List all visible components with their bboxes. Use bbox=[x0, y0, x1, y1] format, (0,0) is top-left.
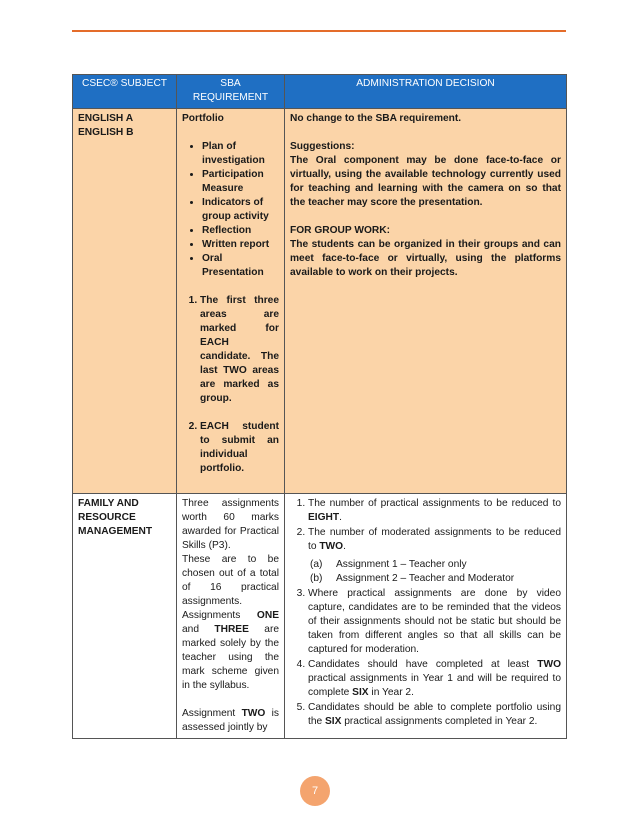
frm-d2-sub-list bbox=[308, 558, 561, 586]
list-item: • Written report bbox=[202, 238, 279, 252]
frm-sba-p2: These are to be chosen out of a total of 16 practical assignments. bbox=[182, 554, 279, 607]
list-item: • Reflection bbox=[202, 224, 279, 238]
frm-d5-c: practical assignments completed in Year 2. bbox=[341, 716, 538, 727]
frm-d4-a: Candidates should have completed at least bbox=[308, 659, 538, 670]
frm-d5-a: Candidates should be able to complete portfolio using the bbox=[308, 702, 561, 727]
header-row bbox=[73, 75, 567, 109]
decision-no-change: No change to the SBA requirement. bbox=[290, 113, 462, 124]
frm-d1-c: . bbox=[339, 512, 342, 523]
frm-d1-b: EIGHT bbox=[308, 512, 340, 523]
top-rule bbox=[72, 30, 566, 32]
header-subject: CSEC® SUBJECT bbox=[73, 75, 177, 109]
frm-d4-c: practical assignments in Year 1 and will be required to complete bbox=[308, 673, 561, 698]
list-item: 2. EACH student to submit an individual portfolio. bbox=[200, 420, 279, 476]
header-decision: ADMINISTRATION DECISION bbox=[285, 75, 567, 109]
sub-text: Assignment 1 – Teacher only bbox=[336, 559, 467, 570]
frm-sba-p4 bbox=[182, 707, 279, 735]
frm-sba-p3 bbox=[182, 609, 279, 693]
sba-cell-english bbox=[177, 109, 285, 494]
list-item bbox=[308, 497, 561, 525]
decision-group-text: The students can be organized in their groups and can meet face-to-face or virtually, using the platforms available to work on their projects. bbox=[290, 239, 561, 278]
subject-english-a: ENGLISH A bbox=[78, 113, 134, 124]
frm-d2-b: TWO bbox=[319, 541, 344, 552]
list-item: 1. The first three areas are marked for EACH candidate. The last TWO areas are marked as group. bbox=[200, 294, 279, 406]
sba-cell-frm bbox=[177, 494, 285, 739]
frm-sba-p3-a: Assignments bbox=[182, 610, 257, 621]
frm-d1-a: The number of practical assignments to be reduced to bbox=[308, 498, 561, 509]
frm-d4-d: SIX bbox=[352, 687, 369, 698]
frm-d4-e: in Year 2. bbox=[368, 687, 414, 698]
frm-d5-b: SIX bbox=[325, 716, 342, 727]
frm-sba-p3-e: are marked solely by the teacher using the mark scheme given in the syllabus. bbox=[182, 624, 279, 691]
frm-sba-p3-b: ONE bbox=[256, 610, 279, 621]
list-item bbox=[310, 558, 561, 572]
frm-d4-b: TWO bbox=[537, 659, 561, 670]
list-item bbox=[308, 658, 561, 700]
frm-d2-c: . bbox=[343, 541, 346, 552]
sba-bullet-list bbox=[182, 140, 279, 280]
decision-suggestions-heading: Suggestions: bbox=[290, 141, 355, 152]
frm-sba-p3-c: and bbox=[182, 624, 215, 635]
subject-cell-frm bbox=[73, 494, 177, 739]
decision-oral-text: The Oral component may be done face-to-face or virtually, using the available technology currently used for teaching and learning with the camera on so that the teacher may score the presentation. bbox=[290, 155, 561, 208]
list-item: • Plan of investigation bbox=[202, 140, 279, 168]
list-item bbox=[308, 526, 561, 586]
page-number-badge: 7 bbox=[300, 776, 330, 806]
sba-title: Portfolio bbox=[182, 113, 224, 124]
decision-group-heading: FOR GROUP WORK: bbox=[290, 225, 390, 236]
subject-frm: FAMILY AND RESOURCE MANAGEMENT bbox=[78, 498, 153, 537]
list-item: • Indicators of group activity bbox=[202, 196, 279, 224]
list-item bbox=[308, 701, 561, 729]
subject-english-b: ENGLISH B bbox=[78, 127, 134, 138]
subject-cell-english bbox=[73, 109, 177, 494]
frm-sba-p3-d: THREE bbox=[214, 624, 249, 635]
sub-text: Assignment 2 – Teacher and Moderator bbox=[336, 573, 515, 584]
frm-sba-p1: Three assignments worth 60 marks awarded for Practical Skills (P3). bbox=[182, 498, 279, 551]
frm-sba-p4-c: is assessed jointly by bbox=[182, 708, 280, 733]
sba-numbered-list bbox=[182, 294, 279, 476]
sba-table bbox=[72, 74, 567, 739]
list-item: 3. Where practical assignments are done by video capture, candidates are to be reminded that the videos of their assignments should not be static but should be taken from different angles so that all skills can be captured for moderation. bbox=[308, 587, 561, 657]
frm-sba-p4-a: Assignment bbox=[182, 708, 242, 719]
header-sba: SBA REQUIREMENT bbox=[177, 75, 285, 109]
list-item bbox=[310, 572, 561, 586]
decision-cell-english bbox=[285, 109, 567, 494]
decision-cell-frm bbox=[285, 494, 567, 739]
sub-label: (b) bbox=[310, 573, 323, 584]
list-item: • Participation Measure bbox=[202, 168, 279, 196]
list-item: • Oral Presentation bbox=[202, 252, 279, 280]
frm-d2-a: The number of moderated assignments to be reduced to bbox=[308, 527, 561, 552]
frm-sba-p4-b: TWO bbox=[241, 708, 266, 719]
table-row-frm bbox=[73, 494, 567, 739]
table-row-english bbox=[73, 109, 567, 494]
sub-label: (a) bbox=[310, 559, 323, 570]
frm-decision-list bbox=[290, 497, 561, 729]
